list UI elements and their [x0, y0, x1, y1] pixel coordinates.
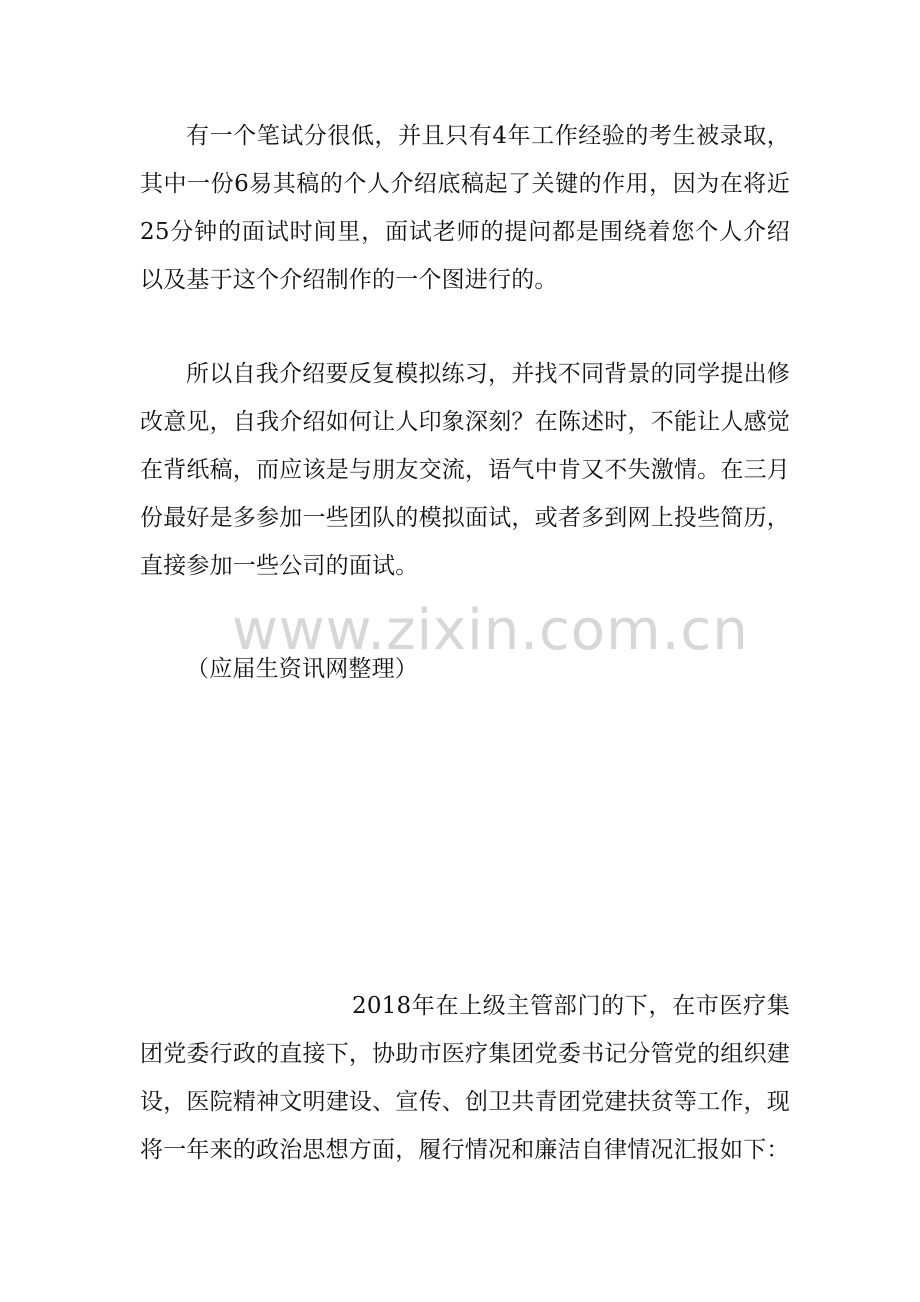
text-line: 2018年在上级主管部门的下，在市医疗集 — [352, 993, 790, 1019]
text-line: （应届生资讯网整理） — [186, 656, 418, 682]
source-note — [186, 645, 486, 693]
text-line: 在背纸稿，而应该是与朋友交流，语气中肯又不失激情。在三月 — [140, 457, 790, 483]
text-line: 团党委行政的直接下，协助市医疗集团党委书记分管党的组织建 — [140, 1041, 790, 1067]
text-line: 其中一份6易其稿的个人介绍底稿起了关键的作用，因为在将近 — [140, 171, 790, 197]
text-line: 所以自我介绍要反复模拟练习，并找不同背景的同学提出修 — [186, 361, 790, 387]
text-line: 设，医院精神文明建设、宣传、创卫共青团党建扶贫等工作，现 — [140, 1089, 790, 1115]
text-line: 有一个笔试分很低，并且只有4年工作经验的考生被录取， — [186, 123, 790, 149]
text-line: 直接参加一些公司的面试。 — [140, 553, 419, 579]
text-line: 改意见，自我介绍如何让人印象深刻？在陈述时，不能让人感觉 — [140, 409, 790, 435]
watermark: www.zixin.com.cn — [232, 598, 749, 663]
paragraph-self-introduction-advice — [140, 350, 790, 590]
text-line: 25分钟的面试时间里，面试老师的提问都是围绕着您个人介绍 — [140, 219, 790, 245]
paragraph-work-report — [140, 982, 790, 1174]
paragraph-written-test-story — [140, 112, 790, 304]
text-line: 份最好是多参加一些团队的模拟面试，或者多到网上投些简历， — [140, 505, 790, 531]
text-line: 将一年来的政治思想方面，履行情况和廉洁自律情况汇报如下： — [140, 1137, 790, 1163]
text-line: 以及基于这个介绍制作的一个图进行的。 — [140, 267, 558, 293]
